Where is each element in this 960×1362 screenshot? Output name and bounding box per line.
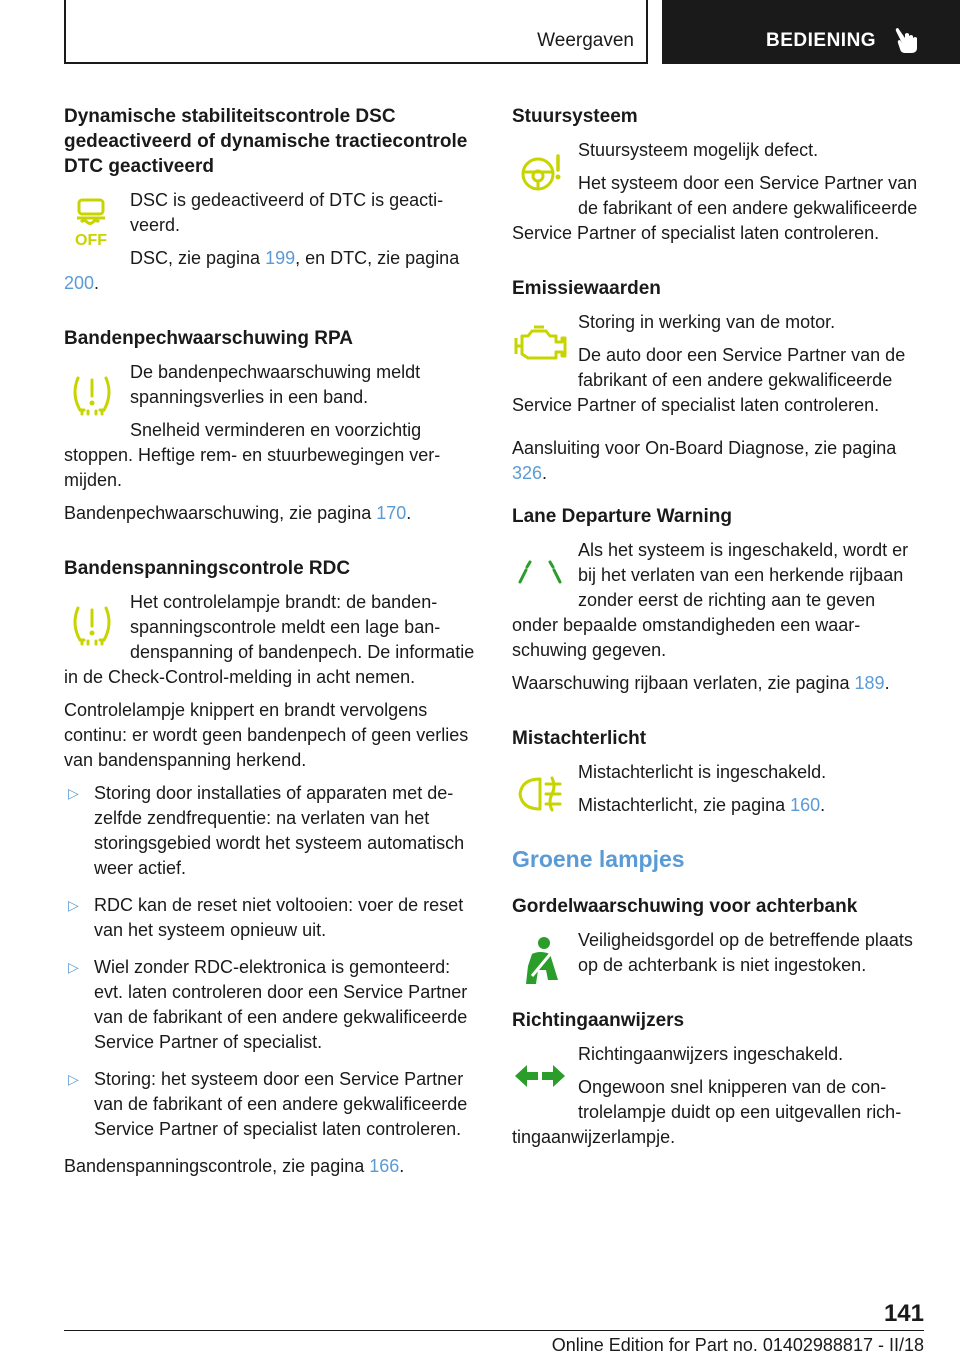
lane-departure-icon [512, 544, 568, 600]
list-item: ▷ Storing door installaties of apparaten met dezelfde zendfrequentie: na verlaten van het storingsgebied wordt het systeem automatisch weer actief. [68, 783, 465, 878]
list-item: ▷ Wiel zonder RDC-elektronica is gemonteerd: evt. laten controleren door een Service Partner van de fabrikant of een andere gekwalificeerde Service Partner of specialist. [68, 957, 468, 1052]
lane-departure-entry [512, 504, 926, 696]
triangle-bullet-icon: ▷ [68, 785, 79, 801]
turn-signal-text-1: Richtingaanwijzers ingeschakeld. [578, 1044, 844, 1064]
seatbelt-entry [512, 894, 926, 978]
turn-signal-arrows-icon [512, 1048, 568, 1104]
seatbelt-text-1: Veiligheidsgordel op de betreffende plaats op de achterbank is niet ingestoken. [578, 930, 913, 975]
dsc-text-1: DSC is gedeactiveerd of DTC is geactiveerd. [130, 190, 444, 235]
green-lights-heading: Groene lampjes [512, 846, 685, 872]
triangle-bullet-icon: ▷ [68, 897, 79, 913]
triangle-bullet-icon: ▷ [68, 959, 79, 975]
seatbelt-icon [512, 934, 568, 990]
rdc-bullet-list [64, 781, 476, 1142]
steering-wheel-warning-icon [512, 144, 568, 200]
footer-divider [64, 1330, 924, 1331]
emission-text-3: Aansluiting voor On-Board Diagnose, zie pagina 326. [512, 438, 897, 483]
page-link-160[interactable]: 160 [790, 795, 821, 815]
rpa-entry [64, 326, 476, 526]
page-number: 141 [883, 1300, 924, 1327]
rear-fog-light-icon [512, 766, 568, 822]
lane-departure-text-1: Als het systeem is ingeschakeld, wordt er bij het verlaten van een herkende rijbaan zonder eerst de richting aan te geven onder bepaalde omstandigheden een waarschuwing gegeven. [512, 540, 909, 660]
rear-fog-text-2: Mistachterlicht, zie pagina 160. [578, 795, 826, 815]
page-link-189[interactable]: 189 [854, 673, 885, 693]
rpa-text-3: Bandenpechwaarschuwing, zie pagina 170. [64, 503, 412, 523]
rdc-text-2: Controlelampje knippert en brandt vervolgens continu: er wordt geen bandenpech of geen verlies van bandenspanning herkend. [64, 700, 469, 770]
footer-edition: Online Edition for Part no. 01402988817 - II/18 [551, 1335, 924, 1355]
emission-entry [512, 276, 926, 486]
steering-entry [512, 104, 926, 246]
rpa-text-1: De bandenpechwaarschuwing meldt spanningsverlies in een band. [130, 362, 421, 407]
page-link-200[interactable]: 200 [64, 273, 95, 293]
lane-departure-title: Lane Departure Warning [512, 506, 732, 527]
emission-text-1: Storing in werking van de motor. [578, 312, 836, 332]
triangle-bullet-icon: ▷ [68, 1071, 79, 1087]
rear-fog-title: Mistachterlicht [512, 728, 647, 749]
header-section-title: Weergaven [537, 30, 634, 51]
rear-fog-text-1: Mistachterlicht is ingeschakeld. [578, 762, 827, 782]
tire-pressure-monitor-icon [64, 596, 120, 652]
dsc-title: Dynamische stabiliteitscontrole DSC gedeactiveerd of dynamische tractiecontrole DTC geactiveerd [64, 106, 468, 177]
rdc-title: Bandenspanningscontrole RDC [64, 558, 351, 579]
list-item: ▷ Storing: het systeem door een Service Partner van de fabrikant of een andere gekwalificeerde Service Partner of specialist laten controleren. [68, 1069, 468, 1139]
list-item: ▷ RDC kan de reset niet voltooien: voer de reset van het systeem opnieuw uit. [68, 895, 464, 940]
emission-title: Emissiewaarden [512, 278, 661, 299]
engine-warning-icon [512, 316, 568, 372]
steering-text-1: Stuursysteem mogelijk defect. [578, 140, 819, 160]
rear-fog-entry [512, 726, 926, 818]
tire-pressure-warning-icon [64, 366, 120, 422]
lane-departure-text-2: Waarschuwing rijbaan verlaten, zie pagina 189. [512, 673, 890, 693]
rdc-text-3: Bandenspanningscontrole, zie pagina 166. [64, 1156, 405, 1176]
page-link-199[interactable]: 199 [265, 248, 296, 268]
rpa-text-2: Snelheid verminderen en voorzichtig stoppen. Heftige rem- en stuurbewegingen vermijden. [64, 420, 441, 490]
header-section-box [64, 0, 648, 64]
turn-signal-entry [512, 1008, 926, 1150]
rdc-entry [64, 556, 476, 1179]
page-link-326[interactable]: 326 [512, 463, 543, 483]
left-column [64, 104, 476, 1209]
pointing-hand-icon [894, 26, 920, 54]
rdc-text-1: Het controlelampje brandt: de bandenspanningscontrole meldt een lage bandenspanning of bandenpech. De informatie in de Check-Control-melding in acht nemen. [64, 592, 475, 687]
emission-text-2: De auto door een Service Partner van de fabrikant of een andere gekwalificeerde Service Partner of specialist laten controleren. [512, 345, 906, 415]
page-link-166[interactable]: 166 [369, 1156, 400, 1176]
header-chapter-box [662, 0, 960, 64]
dsc-entry [64, 104, 476, 296]
dsc-off-icon [64, 194, 120, 250]
steering-text-2: Het systeem door een Service Partner van de fabrikant of een andere gekwalificeerde Service Partner of specialist laten controleren. [512, 173, 918, 243]
header-chapter-title: BEDIENING [766, 30, 877, 51]
steering-title: Stuursysteem [512, 106, 638, 127]
rpa-title: Bandenpechwaarschuwing RPA [64, 328, 353, 349]
turn-signal-text-2: Ongewoon snel knipperen van de controlelampje duidt op een uitgevallen richtingaanwijzerlampje. [512, 1077, 902, 1147]
right-column [512, 104, 926, 1180]
seatbelt-title: Gordelwaarschuwing voor achterbank [512, 896, 858, 917]
turn-signal-title: Richtingaanwijzers [512, 1010, 685, 1031]
dsc-off-icon-text: OFF [75, 232, 107, 248]
page-link-170[interactable]: 170 [376, 503, 407, 523]
dsc-text-2: DSC, zie pagina 199, en DTC, zie pagina 200. [64, 248, 460, 293]
